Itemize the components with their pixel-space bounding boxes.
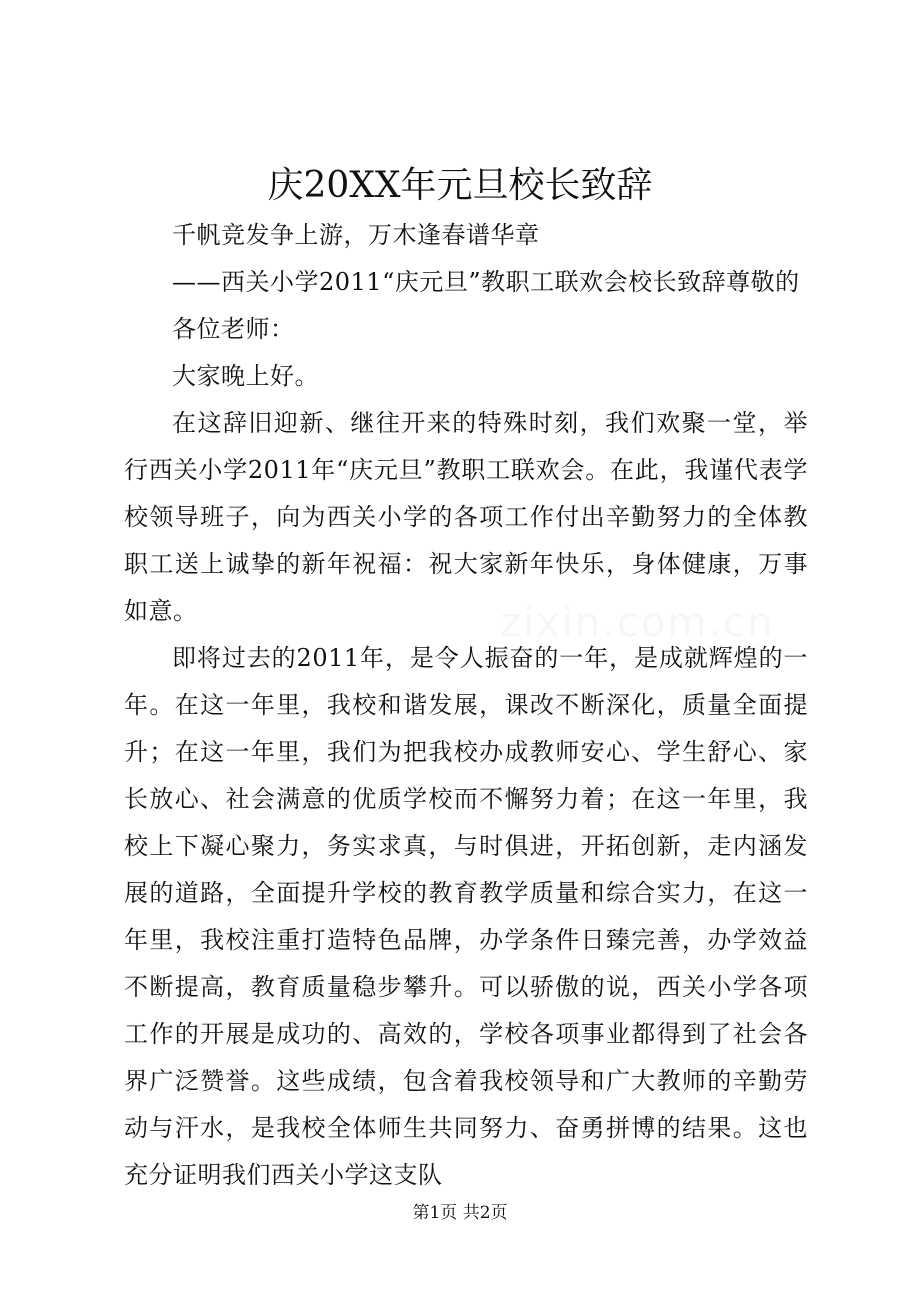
document-title: 庆20XX年元旦校长致辞 — [267, 165, 653, 206]
subtitle-line: 千帆竞发争上游，万木逢春谱华章 — [172, 221, 540, 249]
subtitle-attribution: ——西关小学2011“庆元旦”教职工联欢会校长致辞尊敬的 — [172, 268, 800, 296]
greeting: 大家晚上好。 — [172, 362, 319, 390]
page-footer: 第1页 共2页 — [412, 1203, 508, 1223]
salutation: 各位老师： — [172, 315, 295, 343]
paragraph: 在这辞旧迎新、继往开来的特殊时刻，我们欢聚一堂，举行西关小学2011年“庆元旦”教职工联欢会。在此，我谨代表学校领导班子，向为西关小学的各项工作付出辛勤努力的全体教职工送上诚挚的新年祝福：祝大家新年快乐，身体健康，万事如意。 — [124, 409, 808, 625]
paragraph: 即将过去的2011年，是令人振奋的一年，是成就辉煌的一年。在这一年里，我校和谐发展，课改不断深化，质量全面提升；在这一年里，我们为把我校办成教师安心、学生舒心、家长放心、社会满意的优质学校而不懈努力着；在这一年里，我校上下凝心聚力，务实求真，与时俱进，开拓创新，走内涵发展的道路，全面提升学校的教育教学质量和综合实力，在这一年里，我校注重打造特色品牌，办学条件日臻完善，办学效益不断提高，教育质量稳步攀升。可以骄傲的说，西关小学各项工作的开展是成功的、高效的，学校各项事业都得到了社会各界广泛赞誉。这些成绩，包含着我校领导和广大教师的辛勤劳动与汗水，是我校全体师生共同努力、奋勇拼博的结果。这也充分证明我们西关小学这支队 — [124, 644, 808, 1189]
document-body — [124, 212, 808, 1199]
